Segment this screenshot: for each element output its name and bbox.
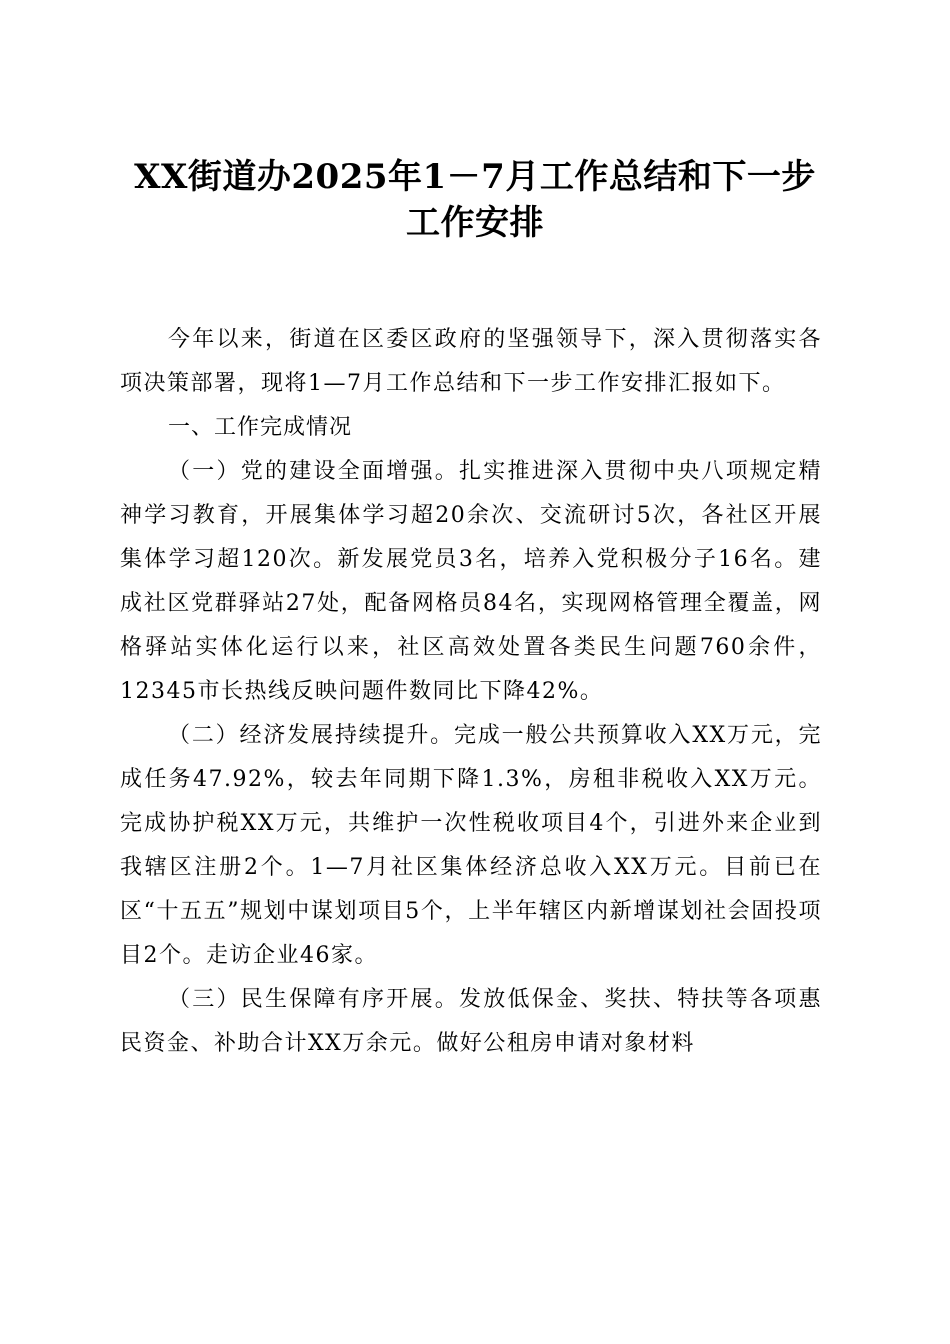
item-text-2: 完成一般公共预算收入XX万元，完成任务47.92%，较去年同期下降1.3%，房租非税收入XX万元。完成协护税XX万元，共维护一次性税收项目4个，引进外来企业到我辖区注册2个。1—7月社区集体经济总收入XX万元。目前已在区“十五五”规划中谋划项目5个，上半年辖区内新增谋划社会固投项目2个。走访企业46家。	[120, 723, 822, 968]
item-lead-1: （一）党的建设全面增强。	[168, 459, 459, 484]
item-lead-2: （二）经济发展持续提升。	[168, 723, 454, 748]
item-lead-3: （三）民生保障有序开展。	[168, 987, 459, 1012]
document-body	[120, 318, 822, 1066]
document-title	[100, 154, 850, 246]
section-heading-1: 一、工作完成情况	[168, 415, 353, 440]
item-paragraph-2	[120, 714, 822, 978]
item-paragraph-1	[120, 450, 822, 714]
item-text-3: 发放低保金、奖扶、特扶等各项惠民资金、补助合计XX万余元。做好公租房申请对象材料	[120, 987, 822, 1056]
intro-paragraph: 今年以来，街道在区委区政府的坚强领导下，深入贯彻落实各项决策部署，现将1—7月工作总结和下一步工作安排汇报如下。	[120, 327, 822, 396]
title-line-2: 工作安排	[406, 203, 544, 243]
title-line-1: XX街道办2025年1－7月工作总结和下一步	[134, 157, 816, 197]
item-paragraph-3	[120, 978, 822, 1066]
item-text-1: 扎实推进深入贯彻中央八项规定精神学习教育，开展集体学习超20余次、交流研讨5次，各社区开展集体学习超120次。新发展党员3名，培养入党积极分子16名。建成社区党群驿站27处，配备网格员84名，实现网格管理全覆盖，网格驿站实体化运行以来，社区高效处置各类民生问题760余件，12345市长热线反映问题件数同比下降42%。	[120, 459, 822, 704]
